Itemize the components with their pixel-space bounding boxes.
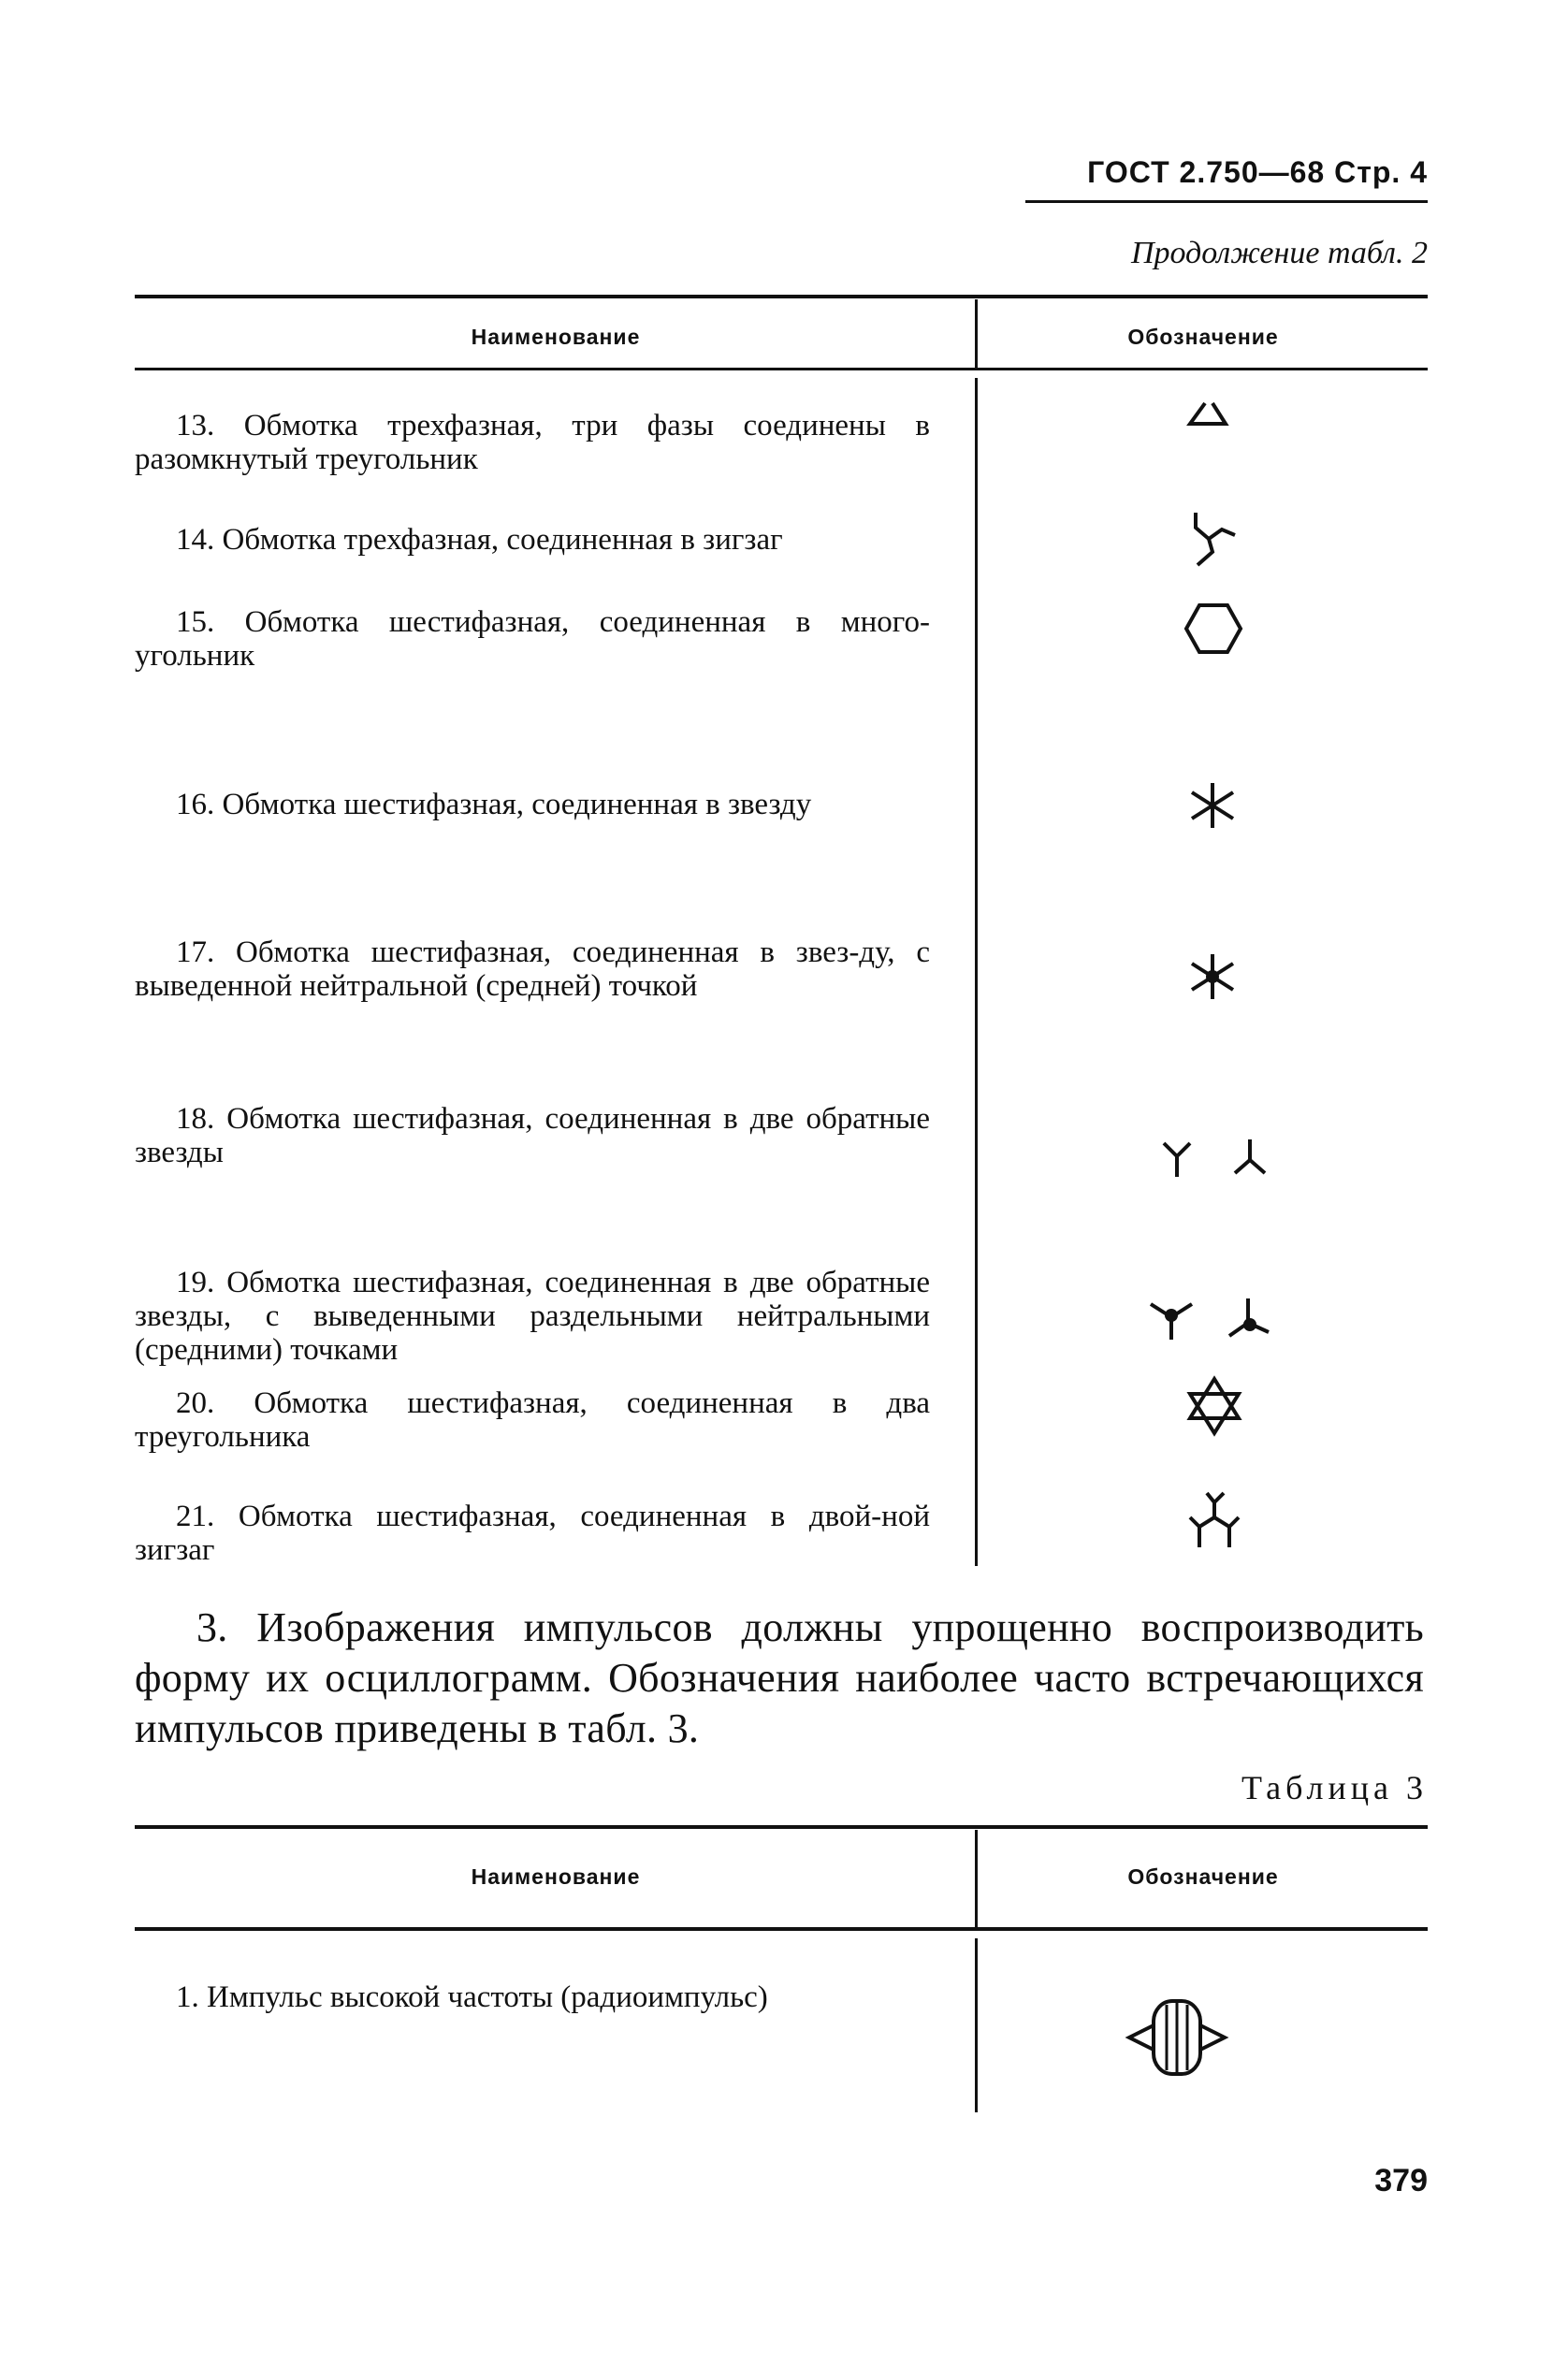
- six-star-neutral-icon: [1186, 950, 1239, 1008]
- table-row: 17. Обмотка шестифазная, соединенная в звез-ду, с выведенной нейтральной (средней) точкой: [135, 935, 930, 1003]
- table-continuation-label: Продолжение табл. 2: [1130, 236, 1428, 270]
- zigzag-icon: [1188, 511, 1246, 573]
- table2-col-symbol: Обозначение: [1127, 325, 1279, 349]
- table-row: 1. Импульс высокой частоты (радиоимпульс): [176, 1980, 768, 2014]
- table3-header-divider: [975, 1830, 978, 1927]
- two-reverse-stars-icon: [1156, 1136, 1278, 1185]
- table3-col-name: Наименование: [471, 1864, 641, 1889]
- table3-col-symbol: Обозначение: [1127, 1864, 1279, 1889]
- open-delta-icon: [1186, 400, 1231, 431]
- two-triangles-icon: [1186, 1375, 1242, 1442]
- table-row: 20. Обмотка шестифазная, соединенная в два треугольника: [135, 1386, 930, 1454]
- table2-header-rule: [135, 368, 1428, 370]
- page-header: ГОСТ 2.750—68 Стр. 4: [1087, 155, 1428, 189]
- table-row: 15. Обмотка шестифазная, соединенная в много-угольник: [135, 605, 930, 673]
- double-zigzag-icon: [1184, 1489, 1244, 1556]
- table-row: 19. Обмотка шестифазная, соединенная в две обратные звезды, с выведенными раздельными нейтральными (средними) точками: [135, 1266, 930, 1367]
- section-3-paragraph: 3. Изображения импульсов должны упрощенно воспроизводить форму их осциллограмм. Обозначения наиболее часто встречающихся импульсов приведены в табл. 3.: [135, 1604, 1424, 1751]
- table-row: 21. Обмотка шестифазная, соединенная в двой-ной зигзаг: [135, 1500, 930, 1567]
- table-row: 14. Обмотка трехфазная, соединенная в зигзаг: [176, 523, 783, 557]
- table3-body-divider: [975, 1938, 978, 2112]
- page-number: 379: [1374, 2163, 1428, 2198]
- two-reverse-stars-neutral-icon: [1143, 1295, 1293, 1348]
- table-row: 16. Обмотка шестифазная, соединенная в звезду: [176, 788, 812, 821]
- header-underline: [1025, 200, 1428, 203]
- six-star-icon: [1184, 779, 1241, 836]
- radio-pulse-icon: [1125, 1997, 1228, 2082]
- table2-top-rule: [135, 295, 1428, 298]
- table3-header-rule: [135, 1927, 1428, 1931]
- table2-body-divider: [975, 378, 978, 1566]
- hexagon-icon: [1184, 602, 1242, 660]
- table2-col-name: Наименование: [471, 325, 641, 349]
- table3-caption: Таблица 3: [1241, 1769, 1428, 1806]
- table3-top-rule: [135, 1825, 1428, 1829]
- table-row: 13. Обмотка трехфазная, три фазы соединены в разомкнутый треугольник: [135, 409, 930, 476]
- table2-header-divider: [975, 299, 978, 368]
- table-row: 18. Обмотка шестифазная, соединенная в две обратные звезды: [135, 1102, 930, 1169]
